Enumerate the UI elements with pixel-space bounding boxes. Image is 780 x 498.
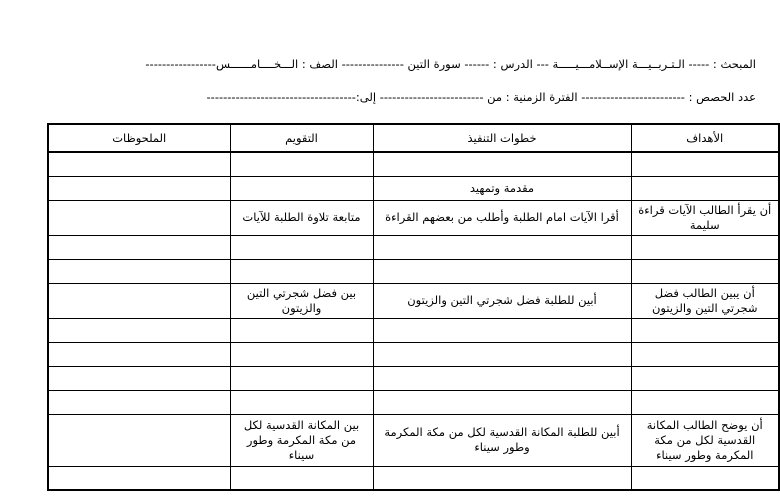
cell-goals: أن يقرأ الطالب الآيات قراءة سليمة [631, 200, 779, 235]
cell-goals [631, 318, 779, 342]
cell-assessment [230, 318, 373, 342]
cell-steps: مقدمة وتمهيد [373, 176, 631, 200]
cell-steps: أبين للطلبة فضل شجرتي التين والزيتون [373, 283, 631, 318]
table-row [48, 318, 779, 342]
cell-notes [48, 366, 230, 390]
cell-notes [48, 259, 230, 283]
header-line-subject: المبحث : ----- الـتـربــيـــة الإســلامـــيـــــة --- الدرس : ------ سورة التين --------------- الصف : الـــخــــامــــــس----------------- [145, 57, 756, 71]
table-row [48, 342, 779, 366]
cell-goals: أن يبين الطالب فضل شجرتي التين والزيتون [631, 283, 779, 318]
cell-steps [373, 235, 631, 259]
cell-steps [373, 318, 631, 342]
cell-notes [48, 235, 230, 259]
cell-goals [631, 152, 779, 176]
table-row [48, 235, 779, 259]
cell-goals [631, 466, 779, 490]
cell-notes [48, 318, 230, 342]
cell-assessment [230, 235, 373, 259]
cell-goals [631, 366, 779, 390]
cell-notes [48, 200, 230, 235]
table-row [48, 200, 779, 235]
cell-goals [631, 176, 779, 200]
cell-assessment: بين فضل شجرتي التين والزيتون [230, 283, 373, 318]
header-steps: خطوات التنفيذ [373, 124, 631, 152]
cell-assessment [230, 259, 373, 283]
cell-assessment [230, 390, 373, 414]
header-notes: الملحوظات [48, 124, 230, 152]
lesson-plan-table [47, 123, 780, 491]
table-row [48, 259, 779, 283]
cell-assessment [230, 342, 373, 366]
cell-assessment [230, 152, 373, 176]
cell-goals: أن يوضح الطالب المكانة القدسية لكل من مكة المكرمة وطور سيناء [631, 414, 779, 466]
cell-notes [48, 342, 230, 366]
cell-steps [373, 342, 631, 366]
cell-goals [631, 390, 779, 414]
cell-steps [373, 259, 631, 283]
table-row [48, 366, 779, 390]
table-row [48, 283, 779, 318]
cell-steps: أقرا الآيات امام الطلبة وأطلب من بعضهم القراءة [373, 200, 631, 235]
cell-goals [631, 259, 779, 283]
table-row [48, 176, 779, 200]
table-row [48, 390, 779, 414]
cell-goals [631, 342, 779, 366]
cell-steps [373, 390, 631, 414]
table-row [48, 152, 779, 176]
cell-notes [48, 283, 230, 318]
header-line-periods: عدد الحصص : ------------------------- الفترة الزمنية : من ------------------------- إلى:------------------------------------ [206, 90, 756, 104]
table-row [48, 466, 779, 490]
cell-notes [48, 414, 230, 466]
cell-notes [48, 152, 230, 176]
cell-notes [48, 466, 230, 490]
cell-assessment [230, 366, 373, 390]
table-body [48, 152, 779, 490]
cell-assessment: متابعة تلاوة الطلبة للآيات [230, 200, 373, 235]
cell-assessment: بين المكانة القدسية لكل من مكة المكرمة وطور سيناء [230, 414, 373, 466]
cell-assessment [230, 466, 373, 490]
cell-steps [373, 152, 631, 176]
header-assessment: التقويم [230, 124, 373, 152]
header-goals: الأهداف [631, 124, 779, 152]
cell-notes [48, 176, 230, 200]
cell-steps [373, 366, 631, 390]
cell-assessment [230, 176, 373, 200]
cell-steps: أبين للطلبة المكانة القدسية لكل من مكة المكرمة وطور سيناء [373, 414, 631, 466]
cell-goals [631, 235, 779, 259]
cell-notes [48, 390, 230, 414]
table-row [48, 414, 779, 466]
table-header-row [48, 124, 779, 152]
cell-steps [373, 466, 631, 490]
